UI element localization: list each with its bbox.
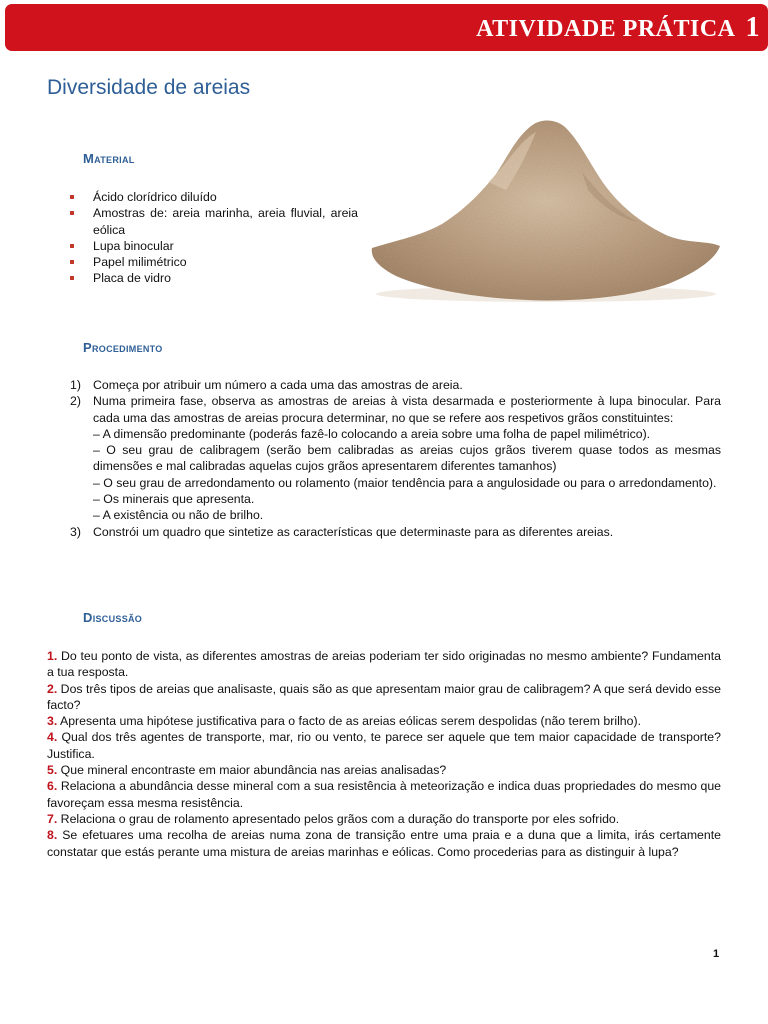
banner-title [476, 12, 760, 44]
step-sub-item: – O seu grau de calibragem (serão bem calibradas as areias cujos grãos tiverem quase todos as mesmas dimensões e mal calibradas aquelas cujos grãos apresentarem diferentes tamanhos) [93, 443, 721, 474]
question-number: 1. [47, 649, 58, 663]
procedure-heading: Procedimento [83, 340, 163, 355]
question-text: Qual dos três agentes de transporte, mar, rio ou vento, te parece ser aquele que tem maior capacidade de transporte? Justifica. [47, 730, 721, 761]
question-text: Relaciona o grau de rolamento apresentado pelos grãos com a duração do transporte por eles sofrido. [57, 811, 620, 826]
discussion-question [47, 648, 721, 681]
procedure-step [70, 524, 721, 540]
question-number: 3. [47, 714, 58, 729]
procedure-step [70, 393, 721, 523]
discussion-list [47, 648, 721, 860]
discussion-question [47, 778, 721, 811]
step-text: Começa por atribuir um número a cada uma das amostras de areia. [93, 378, 463, 392]
question-text: Relaciona a abundância desse mineral com a sua resistência à meteorização e indica duas propriedades do mesmo que favoreçam essa mesma resistência. [47, 779, 721, 810]
step-sub-item: – O seu grau de arredondamento ou rolamento (maior tendência para a angulosidade ou para o arredondamento). [93, 475, 717, 490]
question-text: Que mineral encontraste em maior abundância nas areias analisadas? [57, 763, 447, 778]
step-sub-item: – Os minerais que apresenta. [93, 492, 255, 507]
step-number: 3) [70, 524, 81, 539]
step-number: 2) [70, 394, 81, 409]
banner-number: 1 [745, 12, 760, 43]
question-text: Do teu ponto de vista, as diferentes amostras de areias poderiam ter sido originadas no mesmo ambiente? Fundamenta a tua resposta. [47, 649, 721, 680]
discussion-heading: Discussão [83, 610, 143, 625]
material-item: Placa de vidro [70, 270, 358, 286]
question-number: 2. [47, 681, 58, 696]
step-sub-item: – A existência ou não de brilho. [93, 508, 264, 523]
discussion-question [47, 827, 721, 860]
question-text: Se efetuares uma recolha de areias numa zona de transição entre uma praia e a duna que a limita, irás certamente constatar que estás perante uma mistura de areias marinhas e eólicas. Como procederias para as distinguir à lupa? [47, 828, 721, 859]
step-text: Constrói um quadro que sintetize as características que determinaste para as diferentes areias. [93, 524, 614, 539]
sand-pile-image [368, 112, 724, 304]
banner-label: ATIVIDADE PRÁTICA [476, 16, 736, 42]
discussion-question [47, 681, 721, 714]
discussion-question [47, 729, 721, 762]
activity-banner [5, 4, 768, 51]
material-item: Amostras de: areia marinha, areia fluvial, areia eólica [70, 205, 358, 238]
question-number: 4. [47, 730, 58, 745]
question-number: 7. [47, 811, 58, 826]
procedure-list [70, 377, 721, 540]
question-number: 6. [47, 779, 58, 794]
material-item: Lupa binocular [70, 238, 358, 254]
step-sub-item: – A dimensão predominante (poderás fazê-lo colocando a areia sobre uma folha de papel milimétrico). [93, 426, 651, 441]
material-heading: Material [83, 151, 135, 166]
page-number: 1 [713, 948, 720, 960]
page-title: Diversidade de areias [47, 76, 251, 99]
material-item: Papel milimétrico [70, 254, 358, 270]
question-text: Dos três tipos de areias que analisaste, quais são as que apresentam maior grau de calibragem? A que será devido esse facto? [47, 681, 722, 712]
discussion-question [47, 762, 721, 778]
material-item: Ácido clorídrico diluído [70, 189, 358, 205]
question-text: Apresenta uma hipótese justificativa para o facto de as areias eólicas serem despolidas (não terem brilho). [57, 714, 641, 729]
step-text: Numa primeira fase, observa as amostras de areias à vista desarmada e posteriormente à lupa binocular. Para cada uma das amostras de areias procura determinar, no que se refere aos respetivos grãos constituintes: [93, 394, 721, 425]
question-number: 5. [47, 763, 58, 778]
discussion-question [47, 811, 721, 827]
material-list [70, 189, 358, 287]
question-number: 8. [47, 828, 58, 843]
procedure-step [70, 377, 721, 393]
discussion-question [47, 713, 721, 729]
step-number: 1) [70, 378, 81, 392]
